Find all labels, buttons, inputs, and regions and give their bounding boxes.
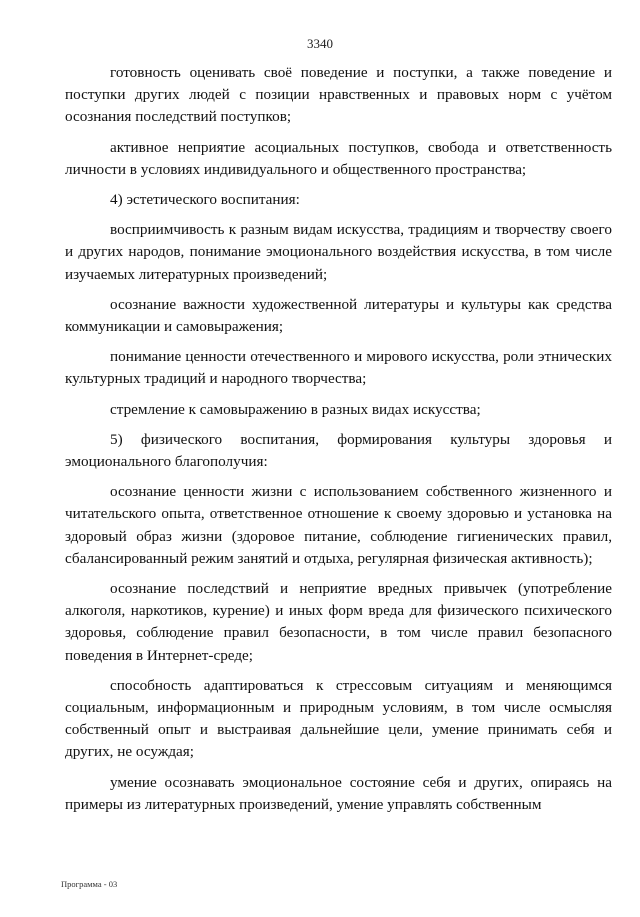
- section-heading-aesthetic: 4) эстетического воспитания:: [110, 191, 300, 209]
- paragraph: активное неприятие асоциальных поступков, свобода и ответственность личности в условиях индивидуального и общественного пространства;: [65, 138, 612, 178]
- paragraph: восприимчивость к разным видам искусства, традициям и творчеству своего и других народов, понимание эмоционального воздействия искусства, в том числе изучаемых литературных произведений;: [65, 221, 612, 283]
- paragraph: готовность оценивать своё поведение и поступки, а также поведение и поступки других людей с позиции нравственных и правовых норм с учётом осознания последствий поступков;: [65, 64, 612, 126]
- page-number: 3340: [307, 36, 333, 51]
- paragraph: осознание ценности жизни с использованием собственного жизненного и читательского опыта, ответственное отношение к своему здоровью и установка на здоровый образ жизни (здоровое питание, соблюдение гигиенических правил, сбалансированный режим занятий и отдыха, регулярная физическая активность);: [65, 483, 612, 567]
- footer-program-label: Программа - 03: [61, 879, 118, 889]
- paragraph: умение осознавать эмоциональное состояние себя и других, опираясь на примеры из литературных произведений, умение управлять собственным: [65, 773, 612, 813]
- paragraph: стремление к самовыражению в разных видах искусства;: [110, 400, 481, 418]
- section-heading-physical: 5) физического воспитания, формирования культуры здоровья и эмоционального благополучия:: [65, 430, 612, 471]
- paragraph: понимание ценности отечественного и мирового искусства, роли этнических культурных традиций и народного творчества;: [65, 348, 612, 388]
- document-body: [65, 62, 612, 824]
- paragraph: способность адаптироваться к стрессовым ситуациям и меняющимся социальным, информационным и природным условиям, в том числе осмысляя собственный опыт и выстраивая дальнейшие цели, умение принимать себя и других, не осуждая;: [65, 676, 612, 761]
- paragraph: осознание последствий и неприятие вредных привычек (употребление алкоголя, наркотиков, курение) и иных форм вреда для физического психического здоровья, соблюдение правил безопасности, в том числе правил безопасного поведения в Интернет-среде;: [65, 580, 612, 664]
- paragraph: осознание важности художественной литературы и культуры как средства коммуникации и самовыражения;: [65, 295, 612, 336]
